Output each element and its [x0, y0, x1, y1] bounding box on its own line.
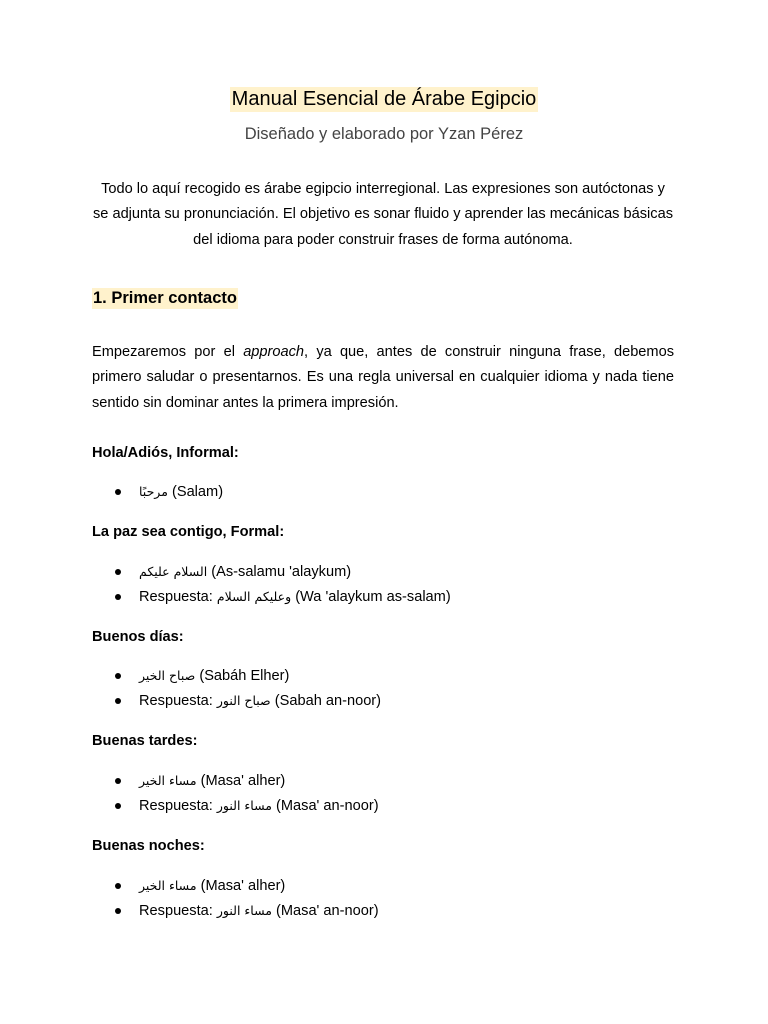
section-heading: 1. Primer contacto	[93, 289, 237, 307]
transliteration: (Masa' alher)	[200, 773, 286, 789]
greeting-list-buenas-tardes	[92, 771, 379, 821]
document-title: Manual Esencial de Árabe Egipcio	[231, 88, 537, 110]
document-subtitle: Diseñado y elaborado por Yzan Pérez	[244, 125, 524, 143]
group-title-buenas-noches: Buenas noches:	[92, 838, 205, 854]
bullet-icon	[115, 803, 121, 809]
paragraph-text-after: , ya que, antes de construir ninguna frase, debemos primero saludar o presentarnos. Es una regla universal en cualquier idioma y nada tiene sentido sin dominar antes la primera impresión.	[92, 344, 674, 411]
arabic-phrase: مساء الخير	[139, 878, 197, 893]
greeting-list-buenas-noches	[92, 876, 379, 926]
list-item	[92, 771, 379, 796]
arabic-phrase: صباح الخير	[139, 668, 196, 683]
transliteration: (As-salamu 'alaykum)	[211, 564, 352, 580]
list-item	[92, 587, 451, 612]
transliteration: (Wa 'alaykum as-salam)	[295, 589, 451, 605]
body-paragraph	[92, 340, 674, 416]
arabic-phrase: مساء النور	[216, 903, 272, 918]
greeting-list-hola	[92, 482, 223, 507]
bullet-icon	[115, 908, 121, 914]
arabic-phrase: مرحبًا	[139, 484, 168, 499]
greeting-list-buenos-dias	[92, 666, 381, 716]
response-label: Respuesta:	[139, 693, 213, 709]
list-item	[92, 482, 223, 507]
bullet-icon	[115, 594, 121, 600]
bullet-icon	[115, 778, 121, 784]
response-label: Respuesta:	[139, 903, 213, 919]
bullet-icon	[115, 698, 121, 704]
transliteration: (Masa' an-noor)	[276, 903, 379, 919]
list-item	[92, 691, 381, 716]
bullet-icon	[115, 673, 121, 679]
transliteration: (Masa' an-noor)	[276, 798, 379, 814]
paragraph-emphasis: approach	[243, 344, 305, 360]
intro-paragraph: Todo lo aquí recogido es árabe egipcio interregional. Las expresiones son autóctonas y se adjunta su pronunciación. El objetivo es sonar fluido y aprender las mecánicas básicas del idioma para poder construir frases de forma autónoma.	[92, 181, 674, 248]
transliteration: (Sabáh Elher)	[199, 668, 290, 684]
arabic-phrase: وعليكم السلام	[216, 589, 292, 604]
list-item	[92, 666, 381, 691]
group-title-buenas-tardes: Buenas tardes:	[92, 733, 198, 749]
transliteration: (Salam)	[171, 484, 224, 500]
bullet-icon	[115, 489, 121, 495]
list-item	[92, 876, 379, 901]
group-title-hola: Hola/Adiós, Informal:	[92, 445, 239, 461]
arabic-phrase: صباح النور	[216, 693, 271, 708]
arabic-phrase: مساء الخير	[139, 773, 197, 788]
response-label: Respuesta:	[139, 589, 213, 605]
transliteration: (Masa' alher)	[200, 878, 286, 894]
greeting-list-paz	[92, 562, 451, 612]
bullet-icon	[115, 883, 121, 889]
title-container	[0, 87, 768, 112]
list-item	[92, 901, 379, 926]
arabic-phrase: مساء النور	[216, 798, 272, 813]
transliteration: (Sabah an-noor)	[274, 693, 382, 709]
group-title-paz: La paz sea contigo, Formal:	[92, 524, 285, 540]
response-label: Respuesta:	[139, 798, 213, 814]
list-item	[92, 562, 451, 587]
bullet-icon	[115, 569, 121, 575]
paragraph-text-before: Empezaremos por el	[92, 344, 244, 360]
group-title-buenos-dias: Buenos días:	[92, 629, 184, 645]
arabic-phrase: السلام عليكم	[139, 564, 208, 579]
list-item	[92, 796, 379, 821]
